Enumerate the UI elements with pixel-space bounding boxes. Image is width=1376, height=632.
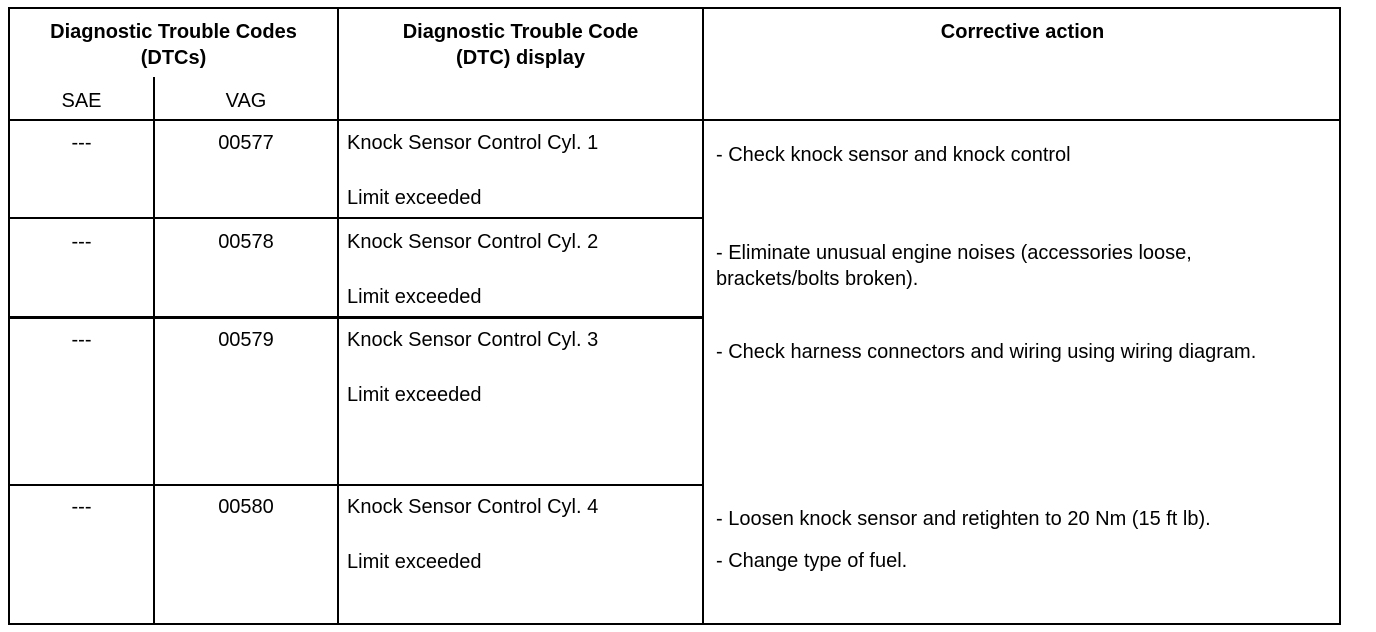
row-divider-2 <box>10 316 704 319</box>
row-2-sae: --- <box>71 231 92 253</box>
row-divider-3 <box>10 484 704 486</box>
row-4-sae: --- <box>71 496 92 518</box>
row-4-status: Limit exceeded <box>347 551 482 573</box>
row-2-vag: 00578 <box>218 231 274 253</box>
row-divider-1 <box>10 217 704 219</box>
dtc-table <box>8 7 1341 625</box>
codes-header-line2: (DTCs) <box>140 47 207 69</box>
row-3-vag: 00579 <box>218 329 274 351</box>
row-1-status: Limit exceeded <box>347 187 482 209</box>
action-eliminate-noises: - Eliminate unusual engine noises (accessories loose, brackets/bolts broken). <box>716 242 1192 290</box>
action-loosen-knock-sensor: - Loosen knock sensor and retighten to 20 Nm (15 ft lb). <box>716 508 1211 530</box>
display-header <box>339 19 702 71</box>
row-2-display: Knock Sensor Control Cyl. 2 <box>347 231 599 253</box>
row-3-status: Limit exceeded <box>347 384 482 406</box>
row-2-status: Limit exceeded <box>347 286 482 308</box>
row-1-display: Knock Sensor Control Cyl. 1 <box>347 132 599 154</box>
row-4-display: Knock Sensor Control Cyl. 4 <box>347 496 599 518</box>
row-3-sae: --- <box>71 329 92 351</box>
sae-header: SAE <box>61 90 102 112</box>
header-bottom-line <box>10 119 1341 121</box>
display-header-line1: Diagnostic Trouble Code <box>402 21 639 43</box>
row-3-display: Knock Sensor Control Cyl. 3 <box>347 329 599 351</box>
action-header: Corrective action <box>940 21 1105 43</box>
row-1-sae: --- <box>71 132 92 154</box>
vag-header: VAG <box>225 90 267 112</box>
codes-header-line1: Diagnostic Trouble Codes <box>50 21 297 43</box>
display-header-line2: (DTC) display <box>456 47 585 69</box>
row-1-vag: 00577 <box>218 132 274 154</box>
action-check-knock-sensor: - Check knock sensor and knock control <box>716 144 1071 166</box>
codes-header <box>10 19 337 71</box>
action-check-harness: - Check harness connectors and wiring using wiring diagram. <box>716 341 1257 363</box>
row-4-vag: 00580 <box>218 496 274 518</box>
action-change-fuel: - Change type of fuel. <box>716 550 908 572</box>
